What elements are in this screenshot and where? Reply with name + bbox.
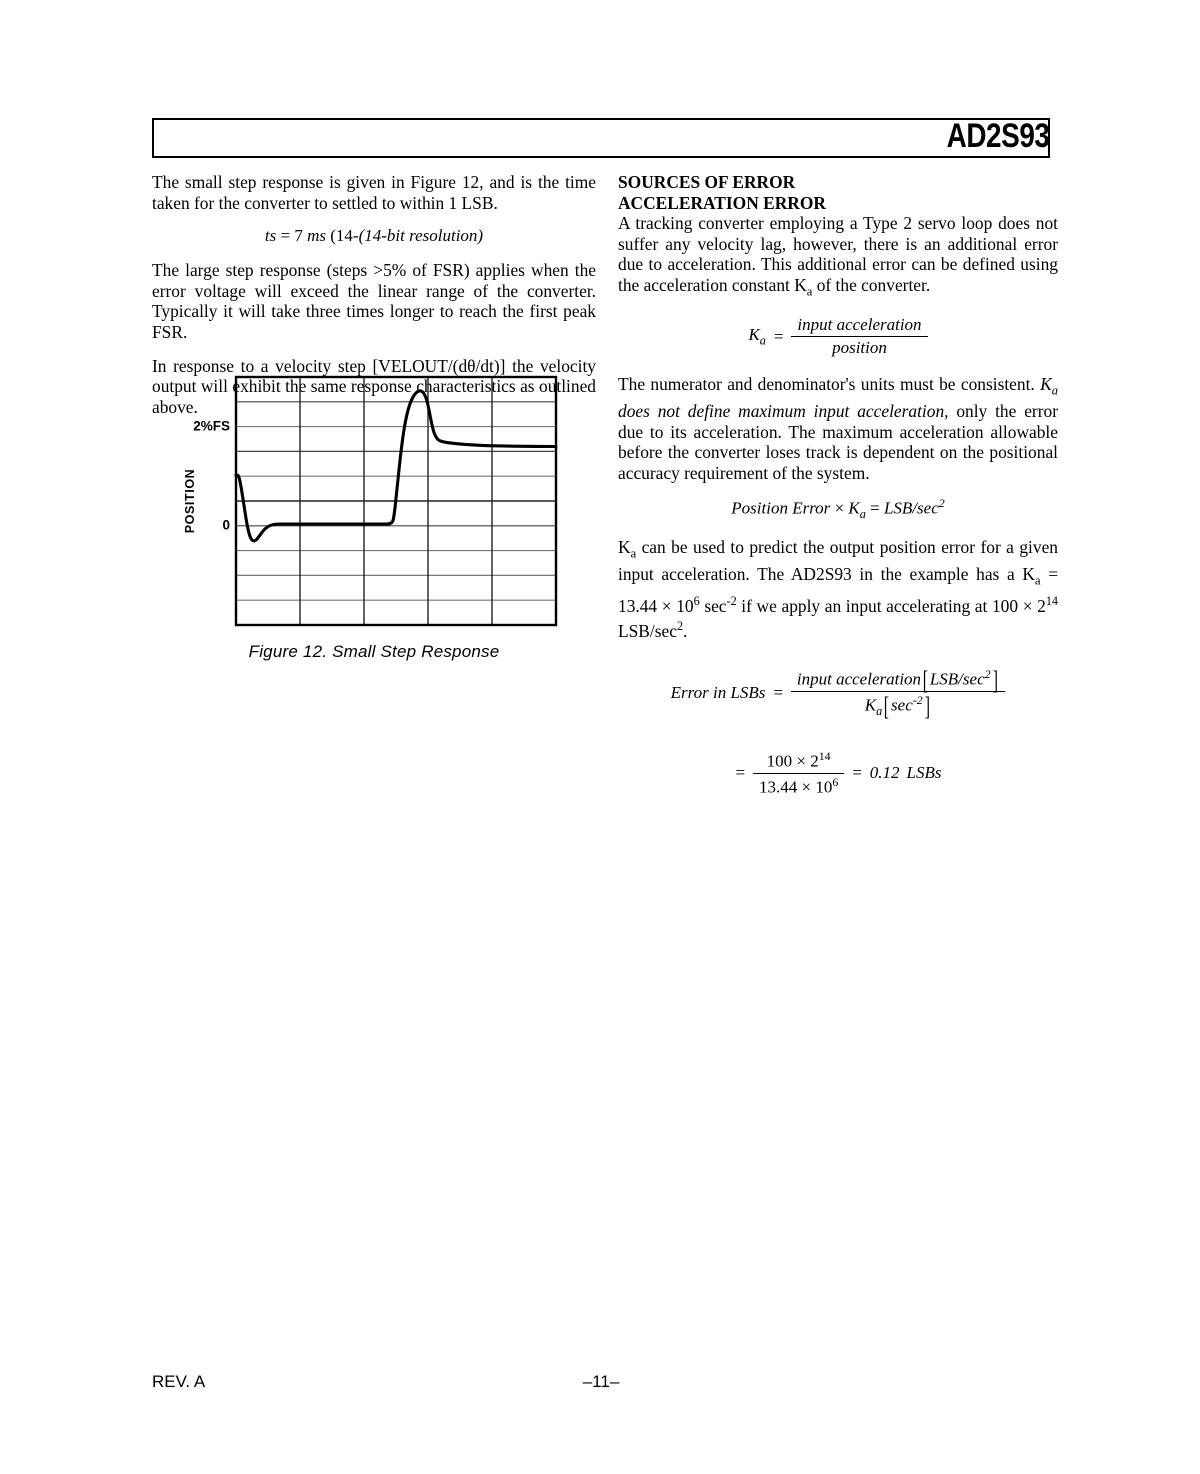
eq-res-den-times: × xyxy=(801,777,812,797)
eq-res-numerator xyxy=(753,749,844,774)
eq-res-equals-2: = xyxy=(851,763,863,783)
para3-b: can be used to predict the output position error for a given input acceleration. The AD2S93 in the example has a K xyxy=(618,536,1058,584)
eq-err-num-unit: LSB/sec xyxy=(929,670,985,690)
chart-axis-title-position: POSITION xyxy=(183,468,197,534)
eq-err-num-text: input acceleration xyxy=(796,670,922,690)
equation-numeric-result xyxy=(618,749,1058,797)
eq-err-den-unit: sec xyxy=(891,695,913,715)
chart-ylabel-2pctfs: 2%FS xyxy=(193,418,230,434)
eq-ts-value: 7 xyxy=(294,226,303,246)
eq-res-den-a: 13.44 xyxy=(758,777,798,797)
eq-res-num-exp: 14 xyxy=(818,749,831,764)
eq-ts-unit: ms xyxy=(307,226,326,246)
eq-pe-text-b: LSB/sec xyxy=(883,499,939,519)
paragraph-large-step-response: The large step response (steps >5% of FSR) applies when the error voltage will exceed the linear range of the converter. Typically it will take three times longer to reach the first peak FSR. xyxy=(152,260,596,342)
eq-err-equals: = xyxy=(772,683,784,703)
right-column xyxy=(618,172,1058,797)
paragraph-units-consistent xyxy=(618,374,1058,483)
eq-res-den-base: 10 xyxy=(815,777,833,797)
paragraph-tracking-converter-b: of the converter. xyxy=(812,274,931,295)
eq-res-denominator xyxy=(753,774,844,798)
equation-error-in-lsbs xyxy=(618,667,1058,719)
paragraph-velocity-step: In response to a velocity step [VELOUT/(dθ/dt)] the velocity output will exhibit the same response characteristics as outlined above. xyxy=(152,355,596,417)
paragraph-tracking-converter-a: A tracking converter employing a Type 2 servo loop does not suffer any velocity lag, however, there is an additional error due to acceleration. This additional error can be defined using the acceleration constant K xyxy=(618,213,1058,295)
eq-pe-equals: = xyxy=(870,499,880,519)
page-footer xyxy=(152,1372,1050,1396)
chart-series-position-response xyxy=(236,391,556,541)
eq-ka-lhs: K xyxy=(748,324,760,344)
heading-acceleration-error: ACCELERATION ERROR xyxy=(618,192,826,213)
figure-caption: Figure 12. Small Step Response xyxy=(248,642,500,661)
eq-err-numerator xyxy=(791,666,1005,696)
italic-ka: K xyxy=(1040,374,1052,395)
revision-label: REV. A xyxy=(152,1372,206,1391)
equation-ka-definition xyxy=(618,315,1058,358)
paragraph-units-a: The numerator and denominator's units must be consistent. xyxy=(618,374,1041,395)
para3-e: if we apply an input accelerating at 100 × 2 xyxy=(736,595,1046,616)
para3-ka-sub: a xyxy=(630,545,637,560)
eq-res-num-times: × xyxy=(796,751,806,771)
para3-d: sec xyxy=(699,595,727,616)
eq-pe-ka: K xyxy=(848,499,860,519)
bracket-open-icon-2: [ xyxy=(884,691,890,721)
para3-exp4: 2 xyxy=(676,619,684,634)
paragraph-ka-prediction xyxy=(618,537,1058,642)
page-title: AD2S93 xyxy=(947,117,1050,155)
para3-ka: K xyxy=(618,536,631,557)
paragraph-tracking-converter xyxy=(618,213,1058,302)
eq-pe-exp: 2 xyxy=(938,496,945,511)
bracket-close-icon-2: ] xyxy=(924,691,930,721)
para3-g: . xyxy=(683,620,688,641)
bracket-open-icon: [ xyxy=(922,666,929,696)
subscript-a-1: a xyxy=(806,284,813,299)
chart-ylabel-zero: 0 xyxy=(222,517,230,533)
eq-ka-numerator: input acceleration xyxy=(791,315,927,337)
eq-err-den-ka: K xyxy=(864,695,877,715)
eq-res-num-base: 2 xyxy=(810,751,819,771)
eq-ts-equals: = xyxy=(280,226,291,246)
eq-ka-equals: = xyxy=(772,326,785,346)
eq-pe-times: × xyxy=(834,499,845,519)
eq-pe-text-a: Position Error xyxy=(731,499,831,519)
italic-ka-sub: a xyxy=(1051,383,1058,398)
para3-exp1: 6 xyxy=(693,593,700,608)
heading-sources-of-error: SOURCES OF ERROR xyxy=(618,172,796,192)
eq-res-num-a: 100 xyxy=(766,751,793,771)
eq-res-unit: LSBs xyxy=(906,763,942,783)
paragraph-small-step-response: The small step response is given in Figure 12, and is the time taken for the converter to settled to within 1 LSB. xyxy=(152,172,596,213)
eq-res-value: 0.12 xyxy=(869,763,900,783)
header-rule-box xyxy=(152,118,1050,158)
para3-exp3: 14 xyxy=(1045,593,1058,608)
italic-phrase: does not define maximum input acceleration, xyxy=(618,401,949,422)
eq-pe-ka-sub: a xyxy=(859,507,866,522)
eq-ts-lhs: ts xyxy=(264,226,277,246)
eq-err-lhs: Error in LSBs xyxy=(670,683,766,703)
paragraph-units-b: only the error due to its acceleration. The maximum acceleration allowable before the converter loses track is dependent on the positional accuracy requirement of the system. xyxy=(618,401,1058,483)
para3-f: LSB/sec xyxy=(618,620,677,641)
para3-c: = 13.44 × 10 xyxy=(618,563,1058,616)
eq-res-den-exp: 6 xyxy=(832,774,839,789)
eq-ka-denominator: position xyxy=(832,338,887,358)
para3-exp2: -2 xyxy=(726,593,737,608)
eq-err-den-exp: -2 xyxy=(912,693,923,708)
bracket-close-icon: ] xyxy=(992,666,998,696)
eq-err-num-exp: 2 xyxy=(984,667,991,682)
equation-position-error xyxy=(618,496,1058,522)
figure-small-step-response xyxy=(152,368,596,662)
page-number: –11– xyxy=(582,1372,620,1391)
equation-settling-time xyxy=(152,226,596,246)
eq-res-equals-1: = xyxy=(734,763,746,783)
para3-ka-sub2: a xyxy=(1034,573,1041,588)
eq-ts-note: (14-(14-bit resolution) xyxy=(330,226,484,246)
small-step-response-chart xyxy=(152,368,562,630)
eq-err-den-ka-sub: a xyxy=(876,704,883,719)
eq-ka-lhs-sub: a xyxy=(759,333,766,348)
eq-err-denominator xyxy=(791,692,1005,719)
